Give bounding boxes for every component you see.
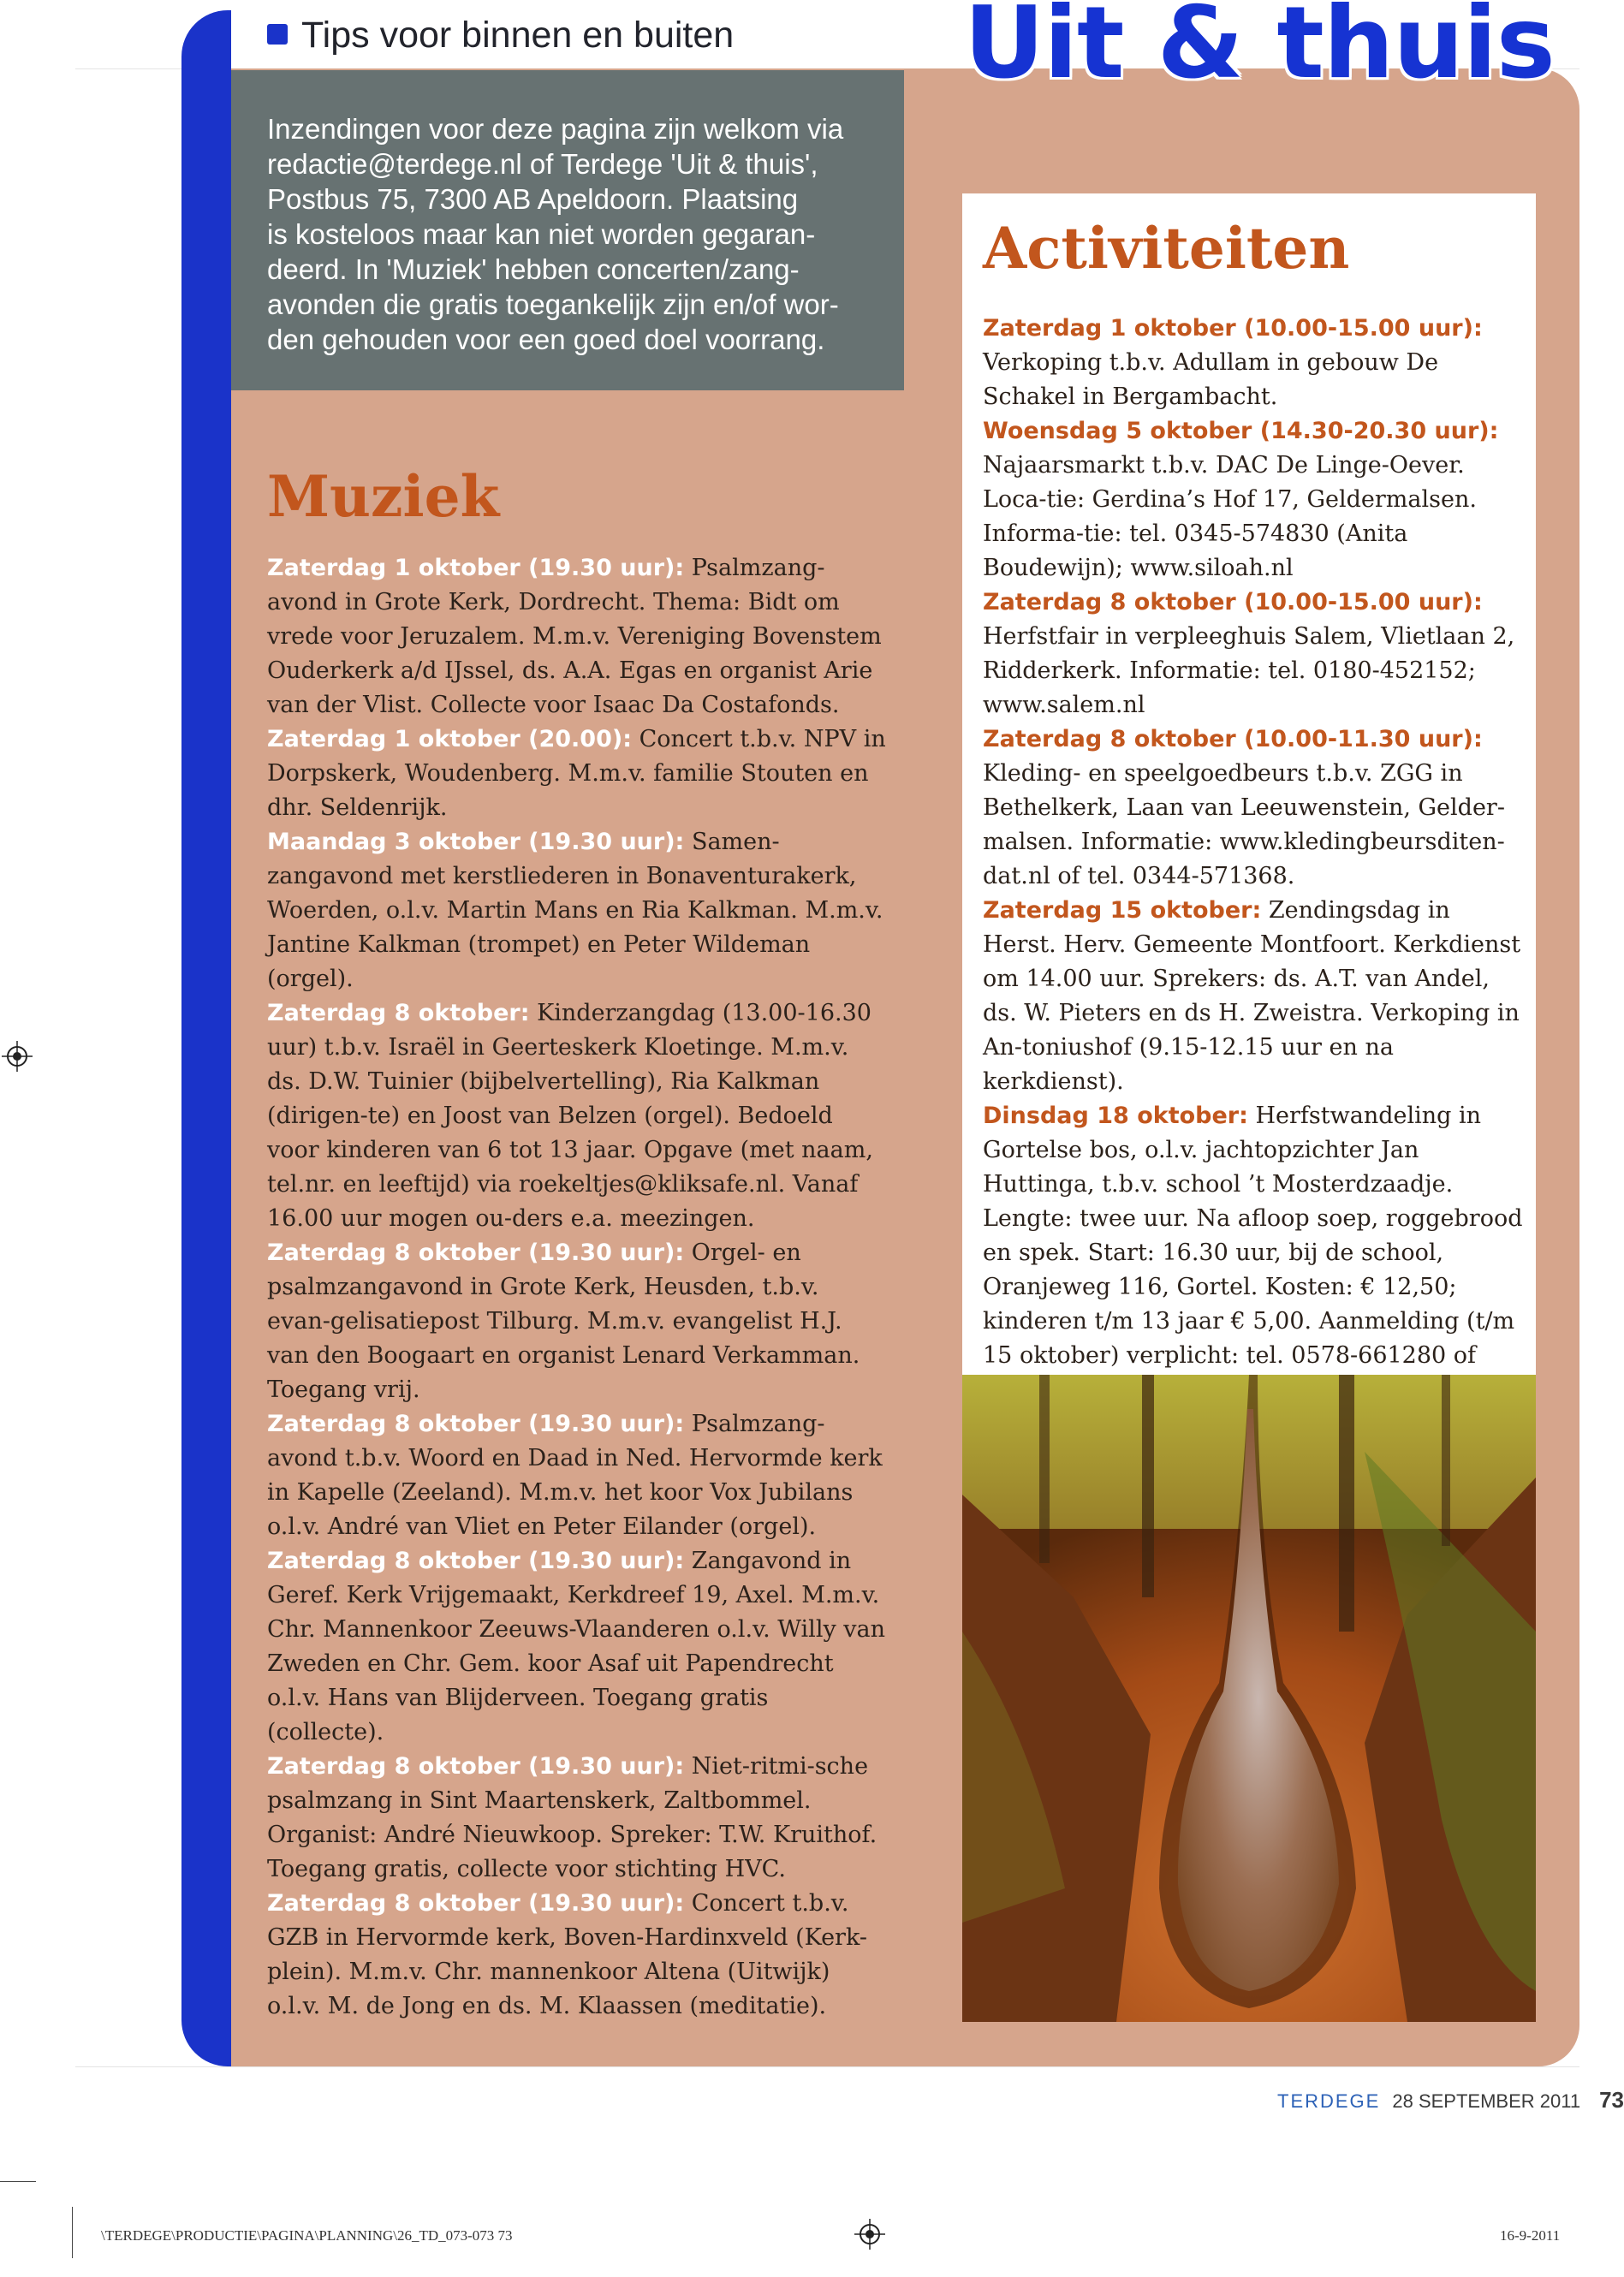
slug-date: 16-9-2011 [1500,2227,1561,2244]
registration-mark-icon [2,1041,33,1072]
list-item [983,894,1524,1099]
item-date: Maandag 3 oktober (19.30 uur): [267,829,685,855]
item-text: Concert t.b.v. NPV in Dorpskerk, Woudenberg. M.m.v. familie Stouten en dhr. Seldenrijk. [267,726,886,821]
item-text: Orgel- en psalmzangavond in Grote Kerk, Heusden, t.b.v. evan-gelisatiepost Tilburg. M.m.v. evangelist H.J. van den Boogaart en organist Lenard Verkamman. Toegang vrij. [267,1240,860,1403]
intro-text: Inzendingen voor deze pagina zijn welkom via redactie@terdege.nl of Terdege 'Uit & thuis', Postbus 75, 7300 AB Apeldoorn. Plaatsing is kosteloos maar kan niet worden gegaran- deerd. In 'Muziek' hebben concerten/zang- avonden die gratis toegankelijk zijn en/of wor- den gehouden voor een goed doel voorrang. [267,113,844,355]
activiteiten-list [983,312,1524,1407]
item-text: Zendingsdag in Herst. Herv. Gemeente Montfoort. Kerkdienst om 14.00 uur. Sprekers: ds. A.T. van Andel, ds. W. Pieters en ds H. Zweistra. Verkoping in An-toniushof (9.15-12.15 uur en na kerkdienst). [983,897,1521,1095]
item-date: Zaterdag 8 oktober (19.30 uur): [267,1890,685,1917]
item-text: Psalmzang-avond t.b.v. Woord en Daad in Ned. Hervormde kerk in Kapelle (Zeeland). M.m.v. het koor Vox Jubilans o.l.v. André van Vliet en Peter Eilander (orgel). [267,1411,883,1540]
forest-photo [962,1375,1536,2022]
list-item [267,1236,889,1407]
item-text: Psalmzang-avond in Grote Kerk, Dordrecht. Thema: Bidt om vrede voor Jeruzalem. M.m.v. Vereniging Bovenstem Ouderkerk a/d IJssel, ds. A.A. Egas en organist Arie van der Vlist. Collecte voor Isaac Da Costafonds. [267,555,882,718]
item-text: Samen-zangavond met kerstliederen in Bonaventurakerk, Woerden, o.l.v. Martin Mans en Ria Kalkman. M.m.v. Jantine Kalkman (trompet) en Peter Wildeman (orgel). [267,829,883,992]
item-text: Niet-ritmi-sche psalmzang in Sint Maartenskerk, Zaltbommel. Organist: André Nieuwkoop. Spreker: T.W. Kruithof. Toegang gratis, collecte voor stichting HVC. [267,1753,877,1882]
list-item [983,1099,1524,1407]
footer-brand: TERDEGE [1277,2090,1381,2112]
intro-box [231,70,904,390]
item-date: Zaterdag 1 oktober (10.00-15.00 uur): [983,315,1483,342]
crop-mark-vertical [72,2207,73,2258]
item-text: Herfstwandeling in Gortelse bos, o.l.v. jachtopzichter Jan Huttinga, t.b.v. school ’t Mosterdzaadje. Lengte: twee uur. Na afloop soep, roggebrood en spek. Start: 16.30 uur, bij de school, Oranjeweg 116, Gortel. Kosten: € 12,50; kinderen t/m 13 jaar € 5,00. Aanmelding (t/m 15 oktober) verplicht: tel. 0578-661280 of [983,1103,1523,1369]
registration-mark-icon [854,2219,885,2250]
page-number: 73 [1599,2087,1624,2113]
item-date: Zaterdag 8 oktober (19.30 uur): [267,1753,685,1780]
item-text: Kinderzangdag (13.00-16.30 uur) t.b.v. Israël in Geerteskerk Kloetinge. M.m.v. ds. D.W. Tuinier (bijbelvertelling), Ria Kalkman (dirigen-te) en Joost van Belzen (orgel). Bedoeld voor kinderen van 6 tot 13 jaar. Opgave (met naam, tel.nr. en leeftijd) via roekeltjes@kliksafe.nl. Vanaf 16.00 uur mogen ou-ders e.a. meezingen. [267,1000,873,1232]
item-date: Zaterdag 8 oktober (19.30 uur): [267,1411,685,1437]
slug-path: \TERDEGE\PRODUCTIE\PAGINA\PLANNING\26_TD_073-073 73 [101,2227,513,2244]
item-date: Zaterdag 15 oktober: [983,897,1262,924]
item-text: Verkoping t.b.v. Adullam in gebouw De Schakel in Bergambacht. [983,349,1439,410]
activiteiten-heading: Activiteiten [983,215,1350,282]
list-item [983,586,1524,722]
page-title: Uit & thuis [964,0,1555,101]
item-date: Zaterdag 1 oktober (19.30 uur): [267,555,685,581]
page-footer [1277,2087,1624,2114]
forest-path-illustration [962,1375,1536,2022]
crop-mark [0,2181,36,2182]
blue-side-bar [181,10,231,2066]
list-item [267,825,889,996]
square-bullet-icon [267,24,288,45]
list-item [983,312,1524,414]
item-date: Zaterdag 1 oktober (20.00): [267,726,632,752]
list-item [267,1887,889,2024]
list-item [267,996,889,1236]
muziek-list [267,551,889,2024]
item-date: Zaterdag 8 oktober (19.30 uur): [267,1240,685,1266]
item-text: Kleding- en speelgoedbeurs t.b.v. ZGG in Bethelkerk, Laan van Leeuwenstein, Gelder-malsen. Informatie: www.kledingbeursditen-dat.nl of tel. 0344-571368. [983,760,1505,889]
muziek-heading: Muziek [267,463,500,530]
item-date: Dinsdag 18 oktober: [983,1103,1248,1129]
section-label-text: Tips voor binnen en buiten [301,15,735,56]
item-date: Zaterdag 8 oktober: [267,1000,530,1026]
item-date: Zaterdag 8 oktober (19.30 uur): [267,1548,685,1574]
item-text: Zangavond in Geref. Kerk Vrijgemaakt, Kerkdreef 19, Axel. M.m.v. Chr. Mannenkoor Zeeuws-Vlaanderen o.l.v. Willy van Zweden en Chr. Gem. koor Asaf uit Papendrecht o.l.v. Hans van Blijderveen. Toegang gratis (collecte). [267,1548,886,1745]
list-item [267,1750,889,1887]
item-date: Woensdag 5 oktober (14.30-20.30 uur): [983,418,1499,444]
item-text: Najaarsmarkt t.b.v. DAC De Linge-Oever. Loca-tie: Gerdina’s Hof 17, Geldermalsen. Informa-tie: tel. 0345-574830 (Anita Boudewijn); www.siloah.nl [983,452,1477,581]
item-date: Zaterdag 8 oktober (10.00-11.30 uur): [983,726,1483,752]
section-label [267,14,734,56]
list-item [267,1544,889,1750]
footer-date: 28 SEPTEMBER 2011 [1392,2090,1581,2112]
item-text: Herfstfair in verpleeghuis Salem, Vlietlaan 2, Ridderkerk. Informatie: tel. 0180-452152; www.salem.nl [983,623,1515,718]
list-item [267,722,889,825]
item-date: Zaterdag 8 oktober (10.00-15.00 uur): [983,589,1483,615]
bottom-hairline [75,2066,1579,2067]
list-item [983,722,1524,894]
item-text: Concert t.b.v. GZB in Hervormde kerk, Boven-Hardinxveld (Kerk-plein). M.m.v. Chr. mannenkoor Altena (Uitwijk) o.l.v. M. de Jong en ds. M. Klaassen (meditatie). [267,1890,867,2019]
list-item [267,551,889,722]
list-item [267,1407,889,1544]
list-item [983,414,1524,586]
